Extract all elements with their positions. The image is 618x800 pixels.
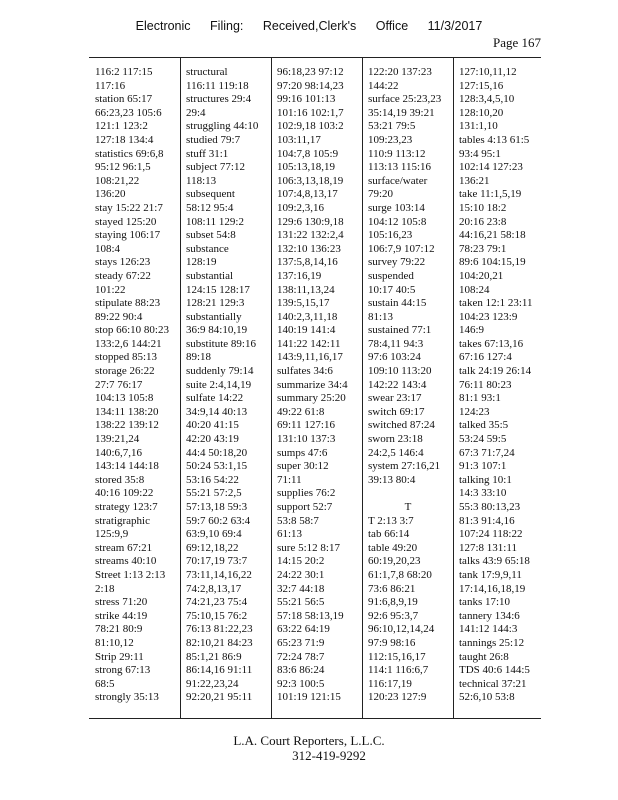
index-entry: 104:12 105:8 [368, 215, 427, 228]
index-entry: supplies 76:2 [277, 487, 336, 500]
index-entry: stress 71:20 [95, 596, 148, 609]
index-entry: 92:3 100:5 [277, 677, 325, 690]
index-entry: 120:23 127:9 [368, 691, 427, 704]
index-entry: 101:19 121:15 [277, 691, 341, 704]
index-entry: 97:6 103:24 [368, 351, 421, 364]
index-entry: 69:12,18,22 [186, 541, 239, 554]
index-entry: staying 106:17 [95, 229, 161, 242]
index-entry: 72:24 78:7 [277, 650, 325, 663]
index-entry: 32:7 44:18 [277, 582, 325, 595]
index-entry: 78:21 80:9 [95, 623, 143, 636]
index-entry: 144:22 [368, 79, 399, 92]
index-entry: strongly 35:13 [95, 691, 159, 704]
index-entry: suspended [368, 269, 414, 282]
index-entry: 127:8 131:11 [459, 541, 517, 554]
index-entry: stay 15:22 21:7 [95, 201, 163, 214]
index-entry: 73:11,14,16,22 [186, 568, 252, 581]
index-entry: sworn 23:18 [368, 433, 423, 446]
index-entry: summary 25:20 [277, 392, 346, 405]
index-column-4 [368, 66, 448, 705]
column-divider [271, 58, 272, 718]
index-entry: Street 1:13 2:13 [95, 568, 166, 581]
index-entry: 89:6 104:15,19 [459, 256, 526, 269]
index-entry: 63:22 64:19 [277, 623, 330, 636]
index-entry: 39:13 80:4 [368, 473, 416, 486]
index-entry: 105:16,23 [368, 229, 413, 242]
index-entry: 138:22 139:12 [95, 419, 159, 432]
index-entry: system 27:16,21 [368, 460, 441, 473]
column-divider [453, 58, 454, 718]
index-entry: 101:22 [95, 283, 126, 296]
index-entry: 70:17,19 73:7 [186, 555, 248, 568]
index-entry: 89:22 90:4 [95, 310, 143, 323]
index-entry: struggling 44:10 [186, 120, 259, 133]
index-entry: 127:10,11,12 [459, 66, 517, 78]
index-entry: 66:23,23 105:6 [95, 106, 162, 119]
index-entry: 24:22 30:1 [277, 568, 325, 581]
index-entry: 106:7,9 107:12 [368, 242, 435, 255]
index-entry: 137:5,8,14,16 [277, 256, 338, 269]
index-entry: 133:2,6 144:21 [95, 337, 162, 350]
index-entry: 131:1,10 [459, 120, 498, 133]
index-entry: stays 126:23 [95, 256, 151, 269]
index-entry: 81:1 93:1 [459, 392, 501, 405]
index-entry: 140:19 141:4 [277, 324, 336, 337]
index-entry: 139:21,24 [95, 433, 140, 446]
index-entry: subject 77:12 [186, 161, 245, 174]
index-entry: support 52:7 [277, 501, 333, 513]
index-entry: taught 26:8 [459, 650, 509, 663]
index-entry: 40:20 41:15 [186, 419, 239, 432]
index-entry: substantially [186, 310, 242, 323]
index-entry: statistics 69:6,8 [95, 147, 164, 160]
index-entry: 99:16 101:13 [277, 93, 336, 106]
index-entry: 114:1 116:6,7 [368, 664, 429, 677]
index-entry: swear 23:17 [368, 392, 422, 405]
index-entry: 69:11 127:16 [277, 419, 335, 432]
index-entry: 35:14,19 39:21 [368, 106, 435, 119]
page-number: Page 167 [492, 35, 541, 50]
header-electronic: Electronic [135, 19, 191, 33]
index-entry: tannery 134:6 [459, 609, 520, 622]
index-entry: 55:21 57:2,5 [186, 487, 242, 500]
index-entry: 139:5,15,17 [277, 297, 330, 310]
index-entry: stipulate 88:23 [95, 297, 161, 310]
index-entry: 104:20,21 [459, 269, 504, 282]
index-entry: 129:6 130:9,18 [277, 215, 344, 228]
index-entry: 97:20 98:14,23 [277, 79, 344, 92]
index-entry: 44:4 50:18,20 [186, 446, 248, 459]
index-entry: 15:10 18:2 [459, 201, 507, 214]
index-entry: 27:7 76:17 [95, 378, 143, 391]
index-entry: 101:16 102:1,7 [277, 106, 344, 119]
index-entry: 127:18 134:4 [95, 133, 154, 146]
index-entry: 128:3,4,5,10 [459, 93, 515, 106]
index-entry: take 11:1,5,19 [459, 188, 522, 201]
index-entry: 42:20 43:19 [186, 433, 239, 446]
index-entry: 92:20,21 95:11 [186, 691, 253, 704]
index-entry: steady 67:22 [95, 269, 151, 282]
index-entry: 60:19,20,23 [368, 555, 421, 568]
index-entry: 136:20 [95, 188, 126, 201]
index-entry: storage 26:22 [95, 365, 155, 378]
index-entry: strike 44:19 [95, 609, 148, 622]
index-entry: structural [186, 66, 228, 78]
index-entry: 74:21,23 75:4 [186, 596, 248, 609]
index-entry: 53:24 59:5 [459, 433, 507, 446]
index-entry: 20:16 23:8 [459, 215, 507, 228]
index-entry: 53:8 58:7 [277, 514, 319, 527]
index-entry: 112:15,16,17 [368, 650, 426, 663]
header-office: Office [375, 19, 409, 33]
index-entry: 14:15 20:2 [277, 555, 325, 568]
index-entry: 89:18 [186, 351, 212, 364]
index-entry: 116:17,19 [368, 677, 412, 690]
index-entry: 81:13 [368, 310, 394, 323]
index-entry: 140:6,7,16 [95, 446, 143, 459]
index-entry: 122:20 137:23 [368, 66, 432, 78]
index-entry: 102:14 127:23 [459, 161, 523, 174]
header-date: 11/3/2017 [427, 19, 483, 33]
index-entry: 67:3 71:7,24 [459, 446, 515, 459]
index-entry: 113:13 115:16 [368, 161, 432, 174]
index-entry: 58:12 95:4 [186, 201, 234, 214]
index-entry: 136:21 [459, 174, 490, 187]
index-entry: 140:2,3,11,18 [277, 310, 338, 323]
index-entry: sulfates 34:6 [277, 365, 333, 378]
index-entry: 34:9,14 40:13 [186, 405, 248, 418]
index-entry: switched 87:24 [368, 419, 435, 432]
index-entry: surge 103:14 [368, 201, 425, 214]
index-entry: 44:16,21 58:18 [459, 229, 526, 242]
index-entry: 96:18,23 97:12 [277, 66, 344, 78]
index-entry: 59:7 60:2 63:4 [186, 514, 251, 527]
index-entry: 131:22 132:2,4 [277, 229, 344, 242]
index-entry: 108:4 [95, 242, 121, 255]
index-entry: suite 2:4,14,19 [186, 378, 252, 391]
index-entry: stratigraphic [95, 514, 150, 527]
index-entry: 102:9,18 103:2 [277, 120, 344, 133]
index-entry: stuff 31:1 [186, 147, 229, 160]
index-entry: 121:1 123:2 [95, 120, 148, 133]
index-entry: 108:11 129:2 [186, 215, 244, 228]
index-entry: talk 24:19 26:14 [459, 365, 532, 378]
index-entry: sustain 44:15 [368, 297, 427, 310]
index-entry: 61:1,7,8 68:20 [368, 568, 432, 581]
index-entry: studied 79:7 [186, 133, 241, 146]
index-entry: 36:9 84:10,19 [186, 324, 248, 337]
index-entry: 67:16 127:4 [459, 351, 512, 364]
index-entry: 103:11,17 [277, 133, 321, 146]
index-entry: 132:10 136:23 [277, 242, 341, 255]
index-entry: 82:10,21 84:23 [186, 636, 253, 649]
index-entry: tanks 17:10 [459, 596, 511, 609]
index-entry: 109:2,3,16 [277, 201, 325, 214]
index-entry: 118:13 [186, 174, 217, 187]
index-entry: table 49:20 [368, 541, 418, 554]
index-entry: 78:4,11 94:3 [368, 337, 424, 350]
index-column-3 [277, 66, 357, 705]
index-entry: 105:13,18,19 [277, 161, 336, 174]
index-entry: 49:22 61:8 [277, 405, 325, 418]
index-entry: suddenly 79:14 [186, 365, 254, 378]
index-entry: tab 66:14 [368, 528, 410, 541]
index-entry: 65:23 71:9 [277, 636, 325, 649]
index-entry: technical 37:21 [459, 677, 527, 690]
index-entry: 61:13 [277, 528, 303, 541]
index-entry: 57:13,18 59:3 [186, 501, 248, 513]
index-entry: 131:10 137:3 [277, 433, 336, 446]
index-entry: 110:9 113:12 [368, 147, 426, 160]
index-entry: tank 17:9,9,11 [459, 568, 522, 581]
index-entry: 141:12 144:3 [459, 623, 518, 636]
index-table [89, 57, 541, 719]
index-entry: 116:2 117:15 [95, 66, 153, 78]
header-filing: Filing: [210, 19, 244, 33]
index-entry: 108:24 [459, 283, 490, 296]
index-entry: 128:21 129:3 [186, 297, 245, 310]
index-entry: 128:19 [186, 256, 217, 269]
index-entry: 124:23 [459, 405, 490, 418]
index-entry: 134:11 138:20 [95, 405, 159, 418]
index-entry: 53:16 54:22 [186, 473, 239, 486]
footer-phone: 312-419-9292 [292, 748, 366, 763]
index-entry: 78:23 79:1 [459, 242, 507, 255]
filing-header [0, 19, 618, 33]
index-entry: talking 10:1 [459, 473, 512, 486]
index-entry: 91:6,8,9,19 [368, 596, 418, 609]
index-entry: 116:11 119:18 [186, 79, 249, 92]
index-entry: 76:13 81:22,23 [186, 623, 253, 636]
index-entry: 124:15 128:17 [186, 283, 250, 296]
index-entry: substance [186, 242, 229, 255]
index-entry: 96:10,12,14,24 [368, 623, 435, 636]
index-entry: 106:3,13,18,19 [277, 174, 344, 187]
index-entry: 127:15,16 [459, 79, 504, 92]
index-entry: structures 29:4 [186, 93, 252, 106]
index-entry: 81:10,12 [95, 636, 134, 649]
index-entry: 104:23 123:9 [459, 310, 518, 323]
index-entry: 55:21 56:5 [277, 596, 325, 609]
index-entry: 50:24 53:1,15 [186, 460, 248, 473]
index-entry: 52:6,10 53:8 [459, 691, 515, 704]
index-entry: 55:3 80:13,23 [459, 501, 521, 513]
index-entry: stayed 125:20 [95, 215, 157, 228]
index-entry: 57:18 58:13,19 [277, 609, 344, 622]
index-entry: surface/water [368, 174, 428, 187]
footer [0, 733, 618, 763]
index-entry: tannings 25:12 [459, 636, 525, 649]
index-entry: 93:4 95:1 [459, 147, 501, 160]
index-entry: stopped 85:13 [95, 351, 158, 364]
index-entry: 125:9,9 [95, 528, 129, 541]
index-entry: subsequent [186, 188, 235, 201]
index-entry: surface 25:23,23 [368, 93, 442, 106]
index-entry: 95:12 96:1,5 [95, 161, 151, 174]
index-entry: 40:16 109:22 [95, 487, 154, 500]
index-entry: 97:9 98:16 [368, 636, 416, 649]
index-entry: strong 67:13 [95, 664, 151, 677]
index-entry: 142:22 143:4 [368, 378, 427, 391]
index-entry: sustained 77:1 [368, 324, 432, 337]
footer-company: L.A. Court Reporters, L.L.C. [233, 733, 385, 748]
index-entry: 143:9,11,16,17 [277, 351, 343, 364]
index-entry: super 30:12 [277, 460, 329, 473]
index-entry: sure 5:12 8:17 [277, 541, 340, 554]
index-entry: Strip 29:11 [95, 650, 144, 663]
index-entry: 92:6 95:3,7 [368, 609, 419, 622]
index-entry: stored 35:8 [95, 473, 145, 486]
index-entry: sulfate 14:22 [186, 392, 244, 405]
index-entry: 17:14,16,18,19 [459, 582, 526, 595]
index-entry: talked 35:5 [459, 419, 509, 432]
index-entry [368, 487, 448, 501]
index-entry: 117:16 [95, 79, 126, 92]
index-entry: 108:21,22 [95, 174, 140, 187]
index-entry: 141:22 142:11 [277, 337, 341, 350]
index-entry: substitute 89:16 [186, 337, 256, 350]
index-entry: 53:21 79:5 [368, 120, 416, 133]
index-entry: 24:2,5 146:4 [368, 446, 424, 459]
index-entry: TDS 40:6 144:5 [459, 664, 530, 677]
index-entry: 138:11,13,24 [277, 283, 335, 296]
index-entry: T 2:13 3:7 [368, 514, 414, 527]
index-entry: 14:3 33:10 [459, 487, 507, 500]
index-entry: 71:11 [277, 473, 302, 486]
index-entry: 128:10,20 [459, 106, 504, 119]
index-entry: 86:14,16 91:11 [186, 664, 253, 677]
index-entry: stop 66:10 80:23 [95, 324, 169, 337]
index-entry: 143:14 144:18 [95, 460, 159, 473]
index-entry: 74:2,8,13,17 [186, 582, 242, 595]
index-entry: 109:10 113:20 [368, 365, 432, 378]
index-column-2 [186, 66, 266, 705]
index-entry: strategy 123:7 [95, 501, 158, 513]
index-entry: 104:7,8 105:9 [277, 147, 339, 160]
index-entry: subset 54:8 [186, 229, 236, 242]
index-entry: 79:20 [368, 188, 394, 201]
index-entry: 81:3 91:4,16 [459, 514, 515, 527]
index-entry: survey 79:22 [368, 256, 426, 269]
index-entry: 109:23,23 [368, 133, 413, 146]
index-entry: tables 4:13 61:5 [459, 133, 530, 146]
column-divider [362, 58, 363, 718]
index-entry: 137:16,19 [277, 269, 322, 282]
header-received: Received,Clerk's [262, 19, 357, 33]
index-column-5 [459, 66, 539, 705]
index-entry: 75:10,15 76:2 [186, 609, 248, 622]
column-divider [180, 58, 181, 718]
index-entry: streams 40:10 [95, 555, 157, 568]
index-column-1 [95, 66, 175, 705]
index-entry: sumps 47:6 [277, 446, 328, 459]
index-entry: summarize 34:4 [277, 378, 348, 391]
index-entry: 107:4,8,13,17 [277, 188, 338, 201]
index-entry: substantial [186, 269, 234, 282]
index-entry: takes 67:13,16 [459, 337, 524, 350]
index-entry: 83:6 86:24 [277, 664, 325, 677]
index-entry: 10:17 40:5 [368, 283, 416, 296]
index-entry: 91:3 107:1 [459, 460, 507, 473]
index-entry: 91:22,23,24 [186, 677, 239, 690]
index-entry: 68:5 [95, 677, 115, 690]
index-entry: T [404, 501, 412, 513]
index-entry: 104:13 105:8 [95, 392, 154, 405]
index-entry: 76:11 80:23 [459, 378, 512, 391]
index-entry: stream 67:21 [95, 541, 153, 554]
index-entry: switch 69:17 [368, 405, 425, 418]
index-entry: 29:4 [186, 106, 206, 119]
index-entry: 85:1,21 86:9 [186, 650, 242, 663]
index-entry: talks 43:9 65:18 [459, 555, 530, 568]
index-entry: 2:18 [95, 582, 115, 595]
index-entry: 107:24 118:22 [459, 528, 523, 541]
index-entry: station 65:17 [95, 93, 153, 106]
index-entry: taken 12:1 23:11 [459, 297, 533, 310]
index-entry: 146:9 [459, 324, 485, 337]
index-entry: 73:6 86:21 [368, 582, 416, 595]
index-entry: 63:9,10 69:4 [186, 528, 242, 541]
